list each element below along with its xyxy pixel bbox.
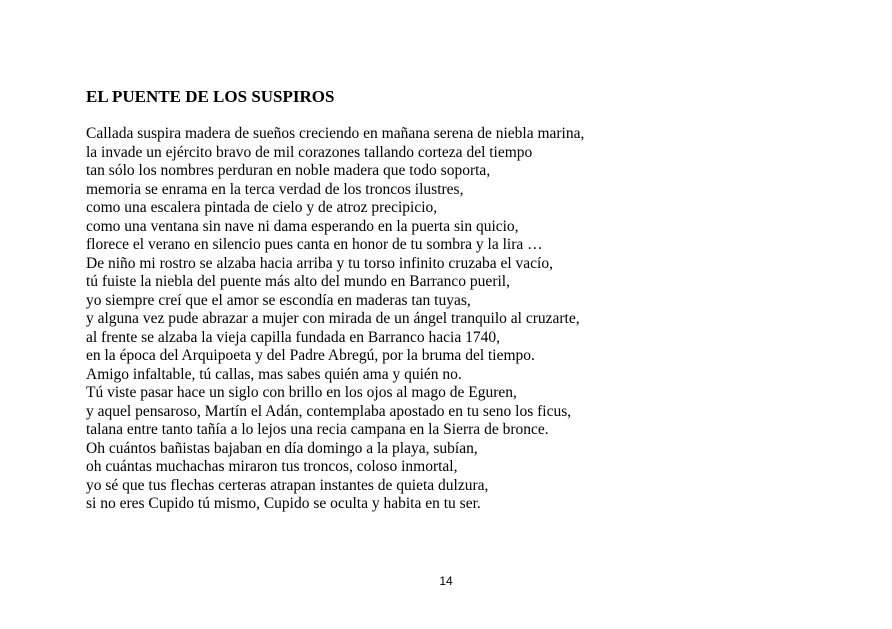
poem-line: memoria se enrama en la terca verdad de los troncos ilustres,: [86, 180, 464, 198]
poem-line: yo sé que tus flechas certeras atrapan instantes de quieta dulzura,: [86, 476, 489, 494]
poem-line: si no eres Cupido tú mismo, Cupido se oculta y habita en tu ser.: [86, 495, 481, 512]
poem-line: y alguna vez pude abrazar a mujer con mirada de un ángel tranquilo al cruzarte,: [86, 310, 580, 327]
poem-line: la invade un ejército bravo de mil corazones tallando corteza del tiempo: [86, 143, 533, 161]
poem-line: Tú viste pasar hace un siglo con brillo en los ojos al mago de Eguren,: [86, 384, 517, 401]
poem-line: y aquel pensaroso, Martín el Adán, contemplaba apostado en tu seno los ficus,: [86, 402, 572, 420]
poem-line: tú fuiste la niebla del puente más alto del mundo en Barranco pueril,: [86, 273, 510, 290]
poem-line: como una ventana sin nave ni dama esperando en la puerta sin quicio,: [86, 217, 519, 235]
poem-line: yo siempre creí que el amor se escondía en maderas tan tuyas,: [86, 291, 471, 309]
page-number: 14: [439, 574, 453, 588]
poem-line: en la época del Arquipoeta y del Padre Abregú, por la bruma del tiempo.: [86, 347, 535, 364]
poem-line: De niño mi rostro se alzaba hacia arriba y tu torso infinito cruzaba el vacío,: [86, 254, 553, 272]
poem-line: oh cuántas muchachas miraron tus troncos, coloso inmortal,: [86, 458, 458, 475]
poem-line: talana entre tanto tañía a lo lejos una recia campana en la Sierra de bronce.: [86, 421, 549, 438]
poem-line: florece el verano en silencio pues canta en honor de tu sombra y la lira …: [86, 236, 543, 253]
poem-line: como una escalera pintada de cielo y de atroz precipicio,: [86, 199, 438, 216]
poem-title: EL PUENTE DE LOS SUSPIROS: [86, 87, 335, 106]
poem-body: [86, 125, 584, 514]
poem-line: Oh cuántos bañistas bajaban en día domingo a la playa, subían,: [86, 439, 478, 457]
poem-line: Amigo infaltable, tú callas, mas sabes quién ama y quién no.: [86, 365, 462, 383]
poem-line: tan sólo los nombres perduran en noble madera que todo soporta,: [86, 162, 491, 179]
poem-line: al frente se alzaba la vieja capilla fundada en Barranco hacia 1740,: [86, 328, 500, 346]
poem-line: Callada suspira madera de sueños creciendo en mañana serena de niebla marina,: [86, 125, 585, 142]
